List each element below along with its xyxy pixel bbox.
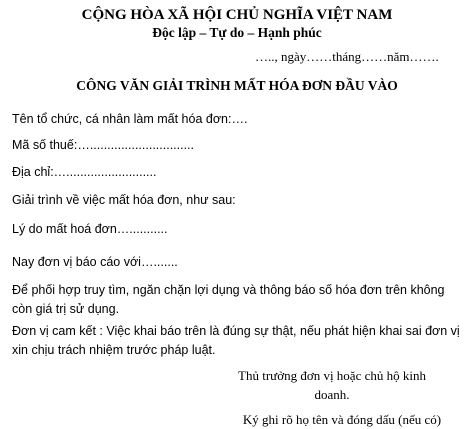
signature-head-title: Thủ trưởng đơn vị hoặc chủ hộ kinh doanh.: [238, 368, 426, 402]
sub-motto: Độc lập – Tự do – Hạnh phúc: [152, 25, 322, 40]
org-name-field: Tên tổ chức, cá nhân làm mất hóa đơn:….: [12, 112, 248, 126]
signature-note: Ký ghi rõ họ tên và đóng dấu (nếu có): [242, 412, 442, 427]
tax-code-field: Mã số thuế:…..............................: [12, 138, 195, 152]
reason-field: Lý do mất hoá đơn…...........: [12, 222, 168, 236]
document-title: CÔNG VĂN GIẢI TRÌNH MẤT HÓA ĐƠN ĐẦU VÀO: [76, 78, 398, 93]
date-line: ….., ngày……tháng……năm…….: [255, 49, 439, 64]
explanation-intro: Giải trình về việc mất hóa đơn, như sau:: [12, 193, 236, 207]
national-motto: CỘNG HÒA XÃ HỘI CHỦ NGHĨA VIỆT NAM: [81, 7, 393, 23]
report-to-field: Nay đơn vị báo cáo với….......: [12, 255, 178, 269]
coordination-paragraph: Để phối hợp truy tìm, ngăn chặn lợi dụng và thông báo số hóa đơn trên không còn giá trị sử dụng.: [12, 283, 445, 316]
commitment-paragraph: Đơn vị cam kết : Việc khai báo trên là đúng sự thật, nếu phát hiện khai sai đơn vị xin chịu trách nhiệm trước pháp luật.: [12, 324, 460, 357]
address-field: Địa chỉ:…..........................: [12, 165, 157, 179]
